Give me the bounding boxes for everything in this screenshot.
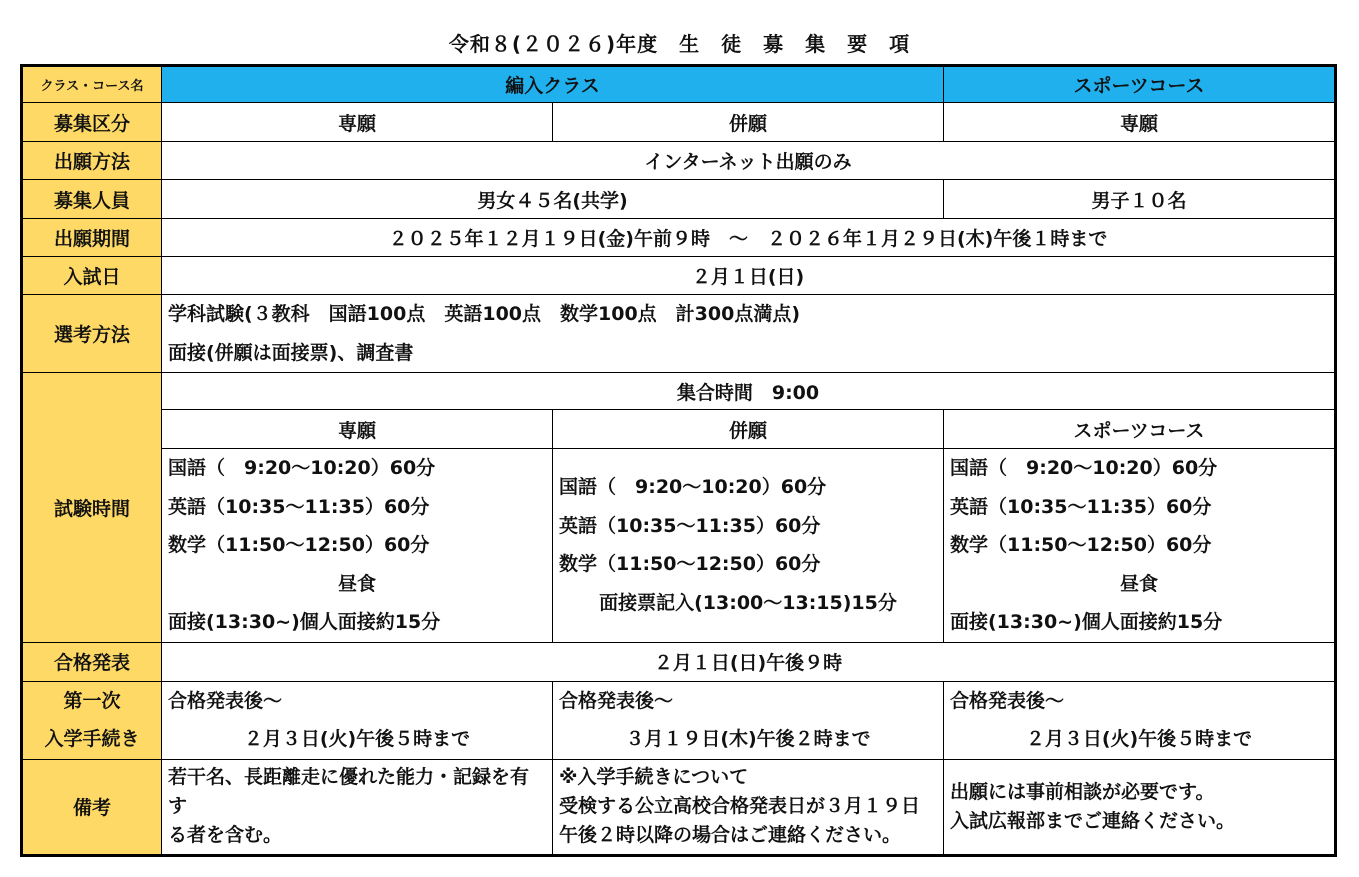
- senkan-lunch: 昼食: [337, 572, 376, 595]
- schedule-senkan: [162, 449, 553, 643]
- label-exam-day: 入試日: [22, 257, 162, 295]
- row-capacity: [22, 180, 1336, 219]
- row-selection: [22, 295, 1336, 373]
- notes-heigan-1: ※入学手続きについて: [559, 766, 749, 789]
- procedure-sports-after: 合格発表後～: [950, 689, 1065, 712]
- schedule-sports: [944, 449, 1336, 643]
- row-schedule-heads: [22, 410, 1336, 449]
- senkan-kokugo: 国語（ 9:20～10:20）60分: [168, 457, 436, 480]
- exam-day-value: ２月１日(日): [162, 257, 1336, 295]
- gather-time: 集合時間 9:00: [162, 373, 1336, 410]
- notes-senkan: [162, 759, 553, 855]
- label-period: 出願期間: [22, 219, 162, 257]
- sports-sugaku: 数学（11:50～12:50）60分: [950, 534, 1212, 557]
- label-capacity: 募集人員: [22, 180, 162, 219]
- page-title: 令和８(２０２６)年度 生 徒 募 集 要 項: [448, 32, 911, 56]
- selection-cell: [162, 295, 1336, 373]
- row-notes: [22, 759, 1336, 855]
- label-announce: 合格発表: [22, 642, 162, 681]
- selection-line-2: 面接(併願は面接票)、調査書: [168, 341, 414, 364]
- procedure-senkan-after: 合格発表後～: [168, 689, 283, 712]
- sports-lunch: 昼食: [1119, 572, 1158, 595]
- label-procedure: [22, 681, 162, 759]
- label-method: 出願方法: [22, 142, 162, 180]
- heigan-eigo: 英語（10:35～11:35）60分: [559, 514, 821, 537]
- notes-sports: [944, 759, 1336, 855]
- announce-value: ２月１日(日)午後９時: [162, 642, 1336, 681]
- notes-heigan: [553, 759, 944, 855]
- notes-heigan-2: 受検する公立高校合格発表日が３月１９日: [559, 795, 921, 818]
- notes-heigan-3: 午後２時以降の場合はご連絡ください。: [559, 824, 902, 847]
- procedure-heigan-after: 合格発表後～: [559, 689, 674, 712]
- label-selection: 選考方法: [22, 295, 162, 373]
- admissions-table: [20, 64, 1337, 857]
- schedule-head-senkan: 専願: [162, 410, 553, 449]
- sports-eigo: 英語（10:35～11:35）60分: [950, 495, 1212, 518]
- label-notes: 備考: [22, 759, 162, 855]
- schedule-head-sports: スポーツコース: [944, 410, 1336, 449]
- row-method: [22, 142, 1336, 180]
- row-gather: [22, 373, 1336, 410]
- row-exam-day: [22, 257, 1336, 295]
- senkan-interview: 面接(13:30~)個人面接約15分: [168, 611, 441, 634]
- kubun-senkan-2: 専願: [944, 103, 1336, 142]
- notes-senkan-2: る者を含む。: [168, 824, 283, 847]
- heigan-form-entry: 面接票記入(13:00～13:15)15分: [599, 591, 897, 614]
- row-schedule-detail: [22, 449, 1336, 643]
- kubun-senkan-1: 専願: [162, 103, 553, 142]
- notes-sports-1: 出願には事前相談が必要です。: [950, 780, 1215, 803]
- label-class: クラス・コース名: [22, 66, 162, 103]
- senkan-eigo: 英語（10:35～11:35）60分: [168, 495, 430, 518]
- heigan-kokugo: 国語（ 9:20～10:20）60分: [559, 476, 827, 499]
- row-announce: [22, 642, 1336, 681]
- procedure-sports-deadline: ２月３日(火)午後５時まで: [1025, 728, 1253, 751]
- schedule-head-heigan: 併願: [553, 410, 944, 449]
- row-kubun: [22, 103, 1336, 142]
- kubun-heigan: 併願: [553, 103, 944, 142]
- selection-line-1: 学科試験(３教科 国語100点 英語100点 数学100点 計300点満点): [168, 303, 801, 326]
- label-kubun: 募集区分: [22, 103, 162, 142]
- notes-sports-2: 入試広報部までご連絡ください。: [950, 809, 1236, 832]
- header-sports-course: スポーツコース: [944, 66, 1336, 103]
- procedure-heigan: [553, 681, 944, 759]
- notes-senkan-1: 若干名、長距離走に優れた能力・記録を有す: [168, 766, 530, 818]
- label-procedure-2: 入学手続き: [44, 728, 140, 751]
- heigan-sugaku: 数学（11:50～12:50）60分: [559, 553, 821, 576]
- schedule-heigan: [553, 449, 944, 643]
- sports-interview: 面接(13:30~)個人面接約15分: [950, 611, 1223, 634]
- row-period: [22, 219, 1336, 257]
- procedure-senkan: [162, 681, 553, 759]
- capacity-hennyu: 男女４５名(共学): [162, 180, 944, 219]
- senkan-sugaku: 数学（11:50～12:50）60分: [168, 534, 430, 557]
- header-hennyu-class: 編入クラス: [162, 66, 944, 103]
- row-procedure: [22, 681, 1336, 759]
- method-value: インターネット出願のみ: [162, 142, 1336, 180]
- procedure-senkan-deadline: ２月３日(火)午後５時まで: [243, 728, 471, 751]
- capacity-sports: 男子１０名: [944, 180, 1336, 219]
- row-class: [22, 66, 1336, 103]
- label-procedure-1: 第一次: [63, 689, 121, 712]
- procedure-sports: [944, 681, 1336, 759]
- period-value: ２０２５年１２月１９日(金)午前９時 ～ ２０２６年１月２９日(木)午後１時まで: [162, 219, 1336, 257]
- procedure-heigan-deadline: ３月１９日(木)午後２時まで: [625, 728, 871, 751]
- label-schedule: 試験時間: [22, 373, 162, 643]
- sports-kokugo: 国語（ 9:20～10:20）60分: [950, 457, 1218, 480]
